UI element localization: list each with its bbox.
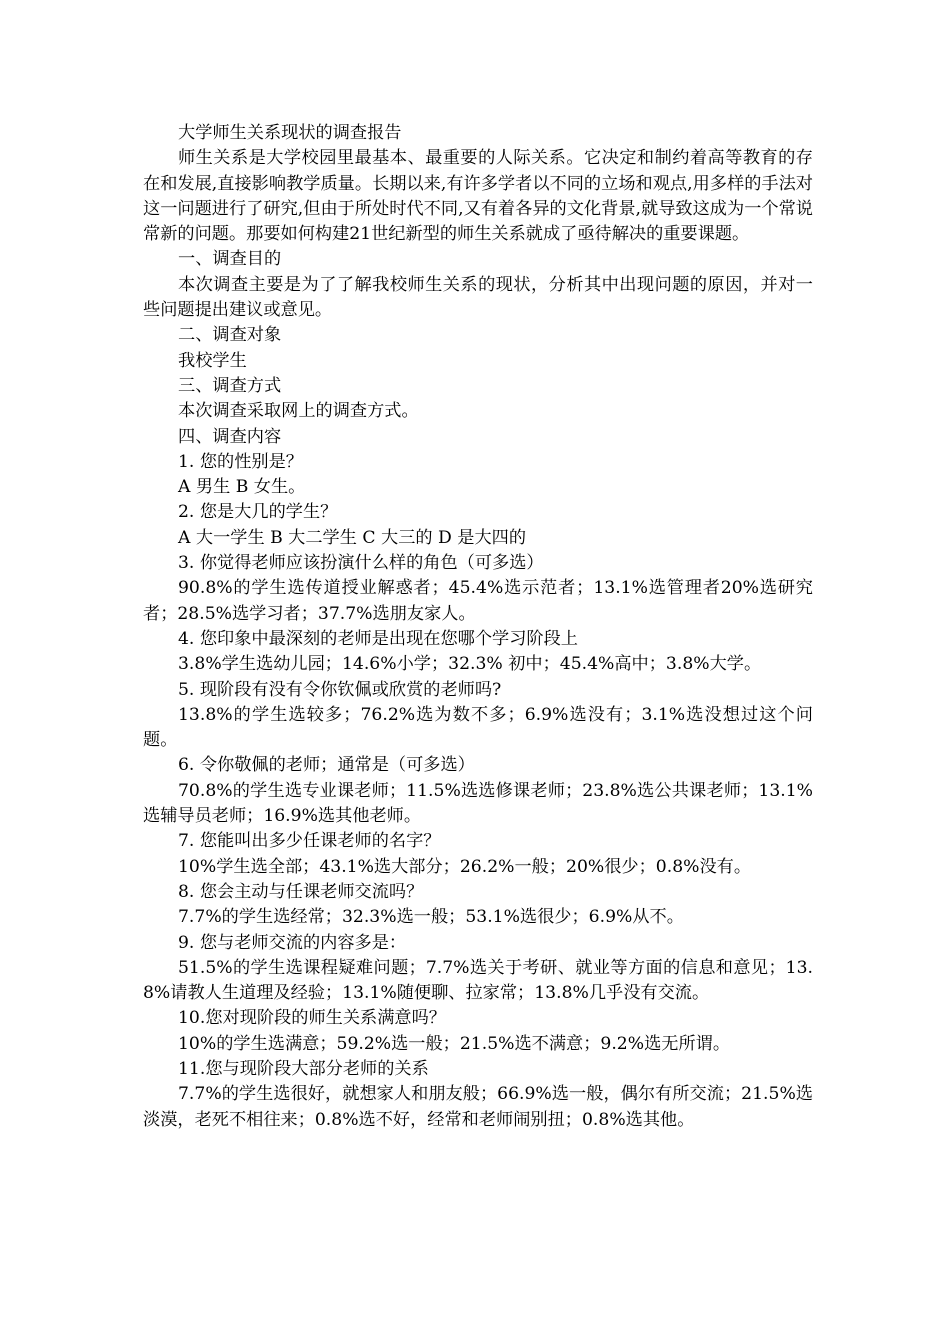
document-body [143, 121, 813, 1133]
answer-6: 70.8%的学生选专业课老师；11.5%选选修课老师；23.8%选公共课老师；13.1%选辅导员老师；16.9%选其他老师。 [143, 780, 813, 827]
section-heading-method: 三、调查方式 [178, 375, 282, 396]
document-title: 大学师生关系现状的调查报告 [178, 123, 402, 143]
question-3: 3. 你觉得老师应该扮演什么样的角色（可多选） [178, 553, 544, 574]
answer-1: A 男生 B 女生。 [178, 477, 306, 498]
question-9: 9. 您与老师交流的内容多是： [178, 932, 407, 953]
question-2: 2. 您是大几的学生？ [178, 502, 338, 523]
method-paragraph: 本次调查采取网上的调查方式。 [178, 401, 419, 422]
purpose-paragraph: 本次调查主要是为了了解我校师生关系的现状，分析其中出现问题的原因，并对一些问题提出建议或意见。 [143, 274, 813, 321]
question-5: 5. 现阶段有没有令你钦佩或欣赏的老师吗? [178, 679, 502, 700]
question-4: 4. 您印象中最深刻的老师是出现在您哪个学习阶段上 [178, 628, 578, 649]
answer-10: 10%的学生选满意；59.2%选一般；21.5%选不满意；9.2%选无所谓。 [178, 1033, 731, 1054]
answer-5: 13.8%的学生选较多；76.2%选为数不多；6.9%选没有；3.1%选没想过这个问题。 [143, 704, 813, 751]
question-11: 11.您与现阶段大部分老师的关系 [178, 1058, 429, 1079]
section-heading-purpose: 一、调查目的 [178, 249, 282, 270]
answer-11: 7.7%的学生选很好，就想家人和朋友般；66.9%选一般，偶尔有所交流；21.5%选淡漠，老死不相往来；0.8%选不好，经常和老师闹别扭；0.8%选其他。 [143, 1084, 813, 1130]
question-8: 8. 您会主动与任课老师交流吗？ [178, 881, 424, 902]
section-heading-subjects: 二、调查对象 [178, 325, 282, 346]
answer-2: A 大一学生 B 大二学生 C 大三的 D 是大四的 [178, 527, 527, 548]
subjects-paragraph: 我校学生 [178, 350, 247, 371]
answer-9: 51.5%的学生选课程疑难问题；7.7%选关于考研、就业等方面的信息和意见；13.8%请教人生道理及经验；13.1%随便聊、拉家常；13.8%几乎没有交流。 [143, 957, 813, 1004]
answer-8: 7.7%的学生选经常；32.3%选一般；53.1%选很少；6.9%从不。 [178, 907, 684, 928]
question-6: 6. 令你敬佩的老师；通常是（可多选） [178, 755, 475, 776]
answer-7: 10%学生选全部；43.1%选大部分；26.2%一般；20%很少；0.8%没有。 [178, 856, 752, 877]
answer-3: 90.8%的学生选传道授业解惑者；45.4%选示范者；13.1%选管理者20%选研究者；28.5%选学习者；37.7%选朋友家人。 [143, 578, 813, 624]
question-10: 10.您对现阶段的师生关系满意吗？ [178, 1008, 446, 1029]
section-heading-content: 四、调查内容 [178, 426, 282, 447]
question-7: 7. 您能叫出多少任课老师的名字？ [178, 831, 441, 852]
intro-paragraph: 师生关系是大学校园里最基本、最重要的人际关系。它决定和制约着高等教育的存在和发展,直接影响教学质量。长期以来,有许多学者以不同的立场和观点,用多样的手法对这一问题进行了研究,但由于所处时代不同,又有着各异的文化背景,就导致这成为一个常说常新的问题。那要如何构建21世纪新型的师生关系就成了亟待解决的重要课题。 [143, 148, 813, 245]
answer-4: 3.8%学生选幼儿园；14.6%小学；32.3% 初中；45.4%高中；3.8%大学。 [178, 654, 762, 675]
question-1: 1. 您的性别是？ [178, 451, 303, 472]
